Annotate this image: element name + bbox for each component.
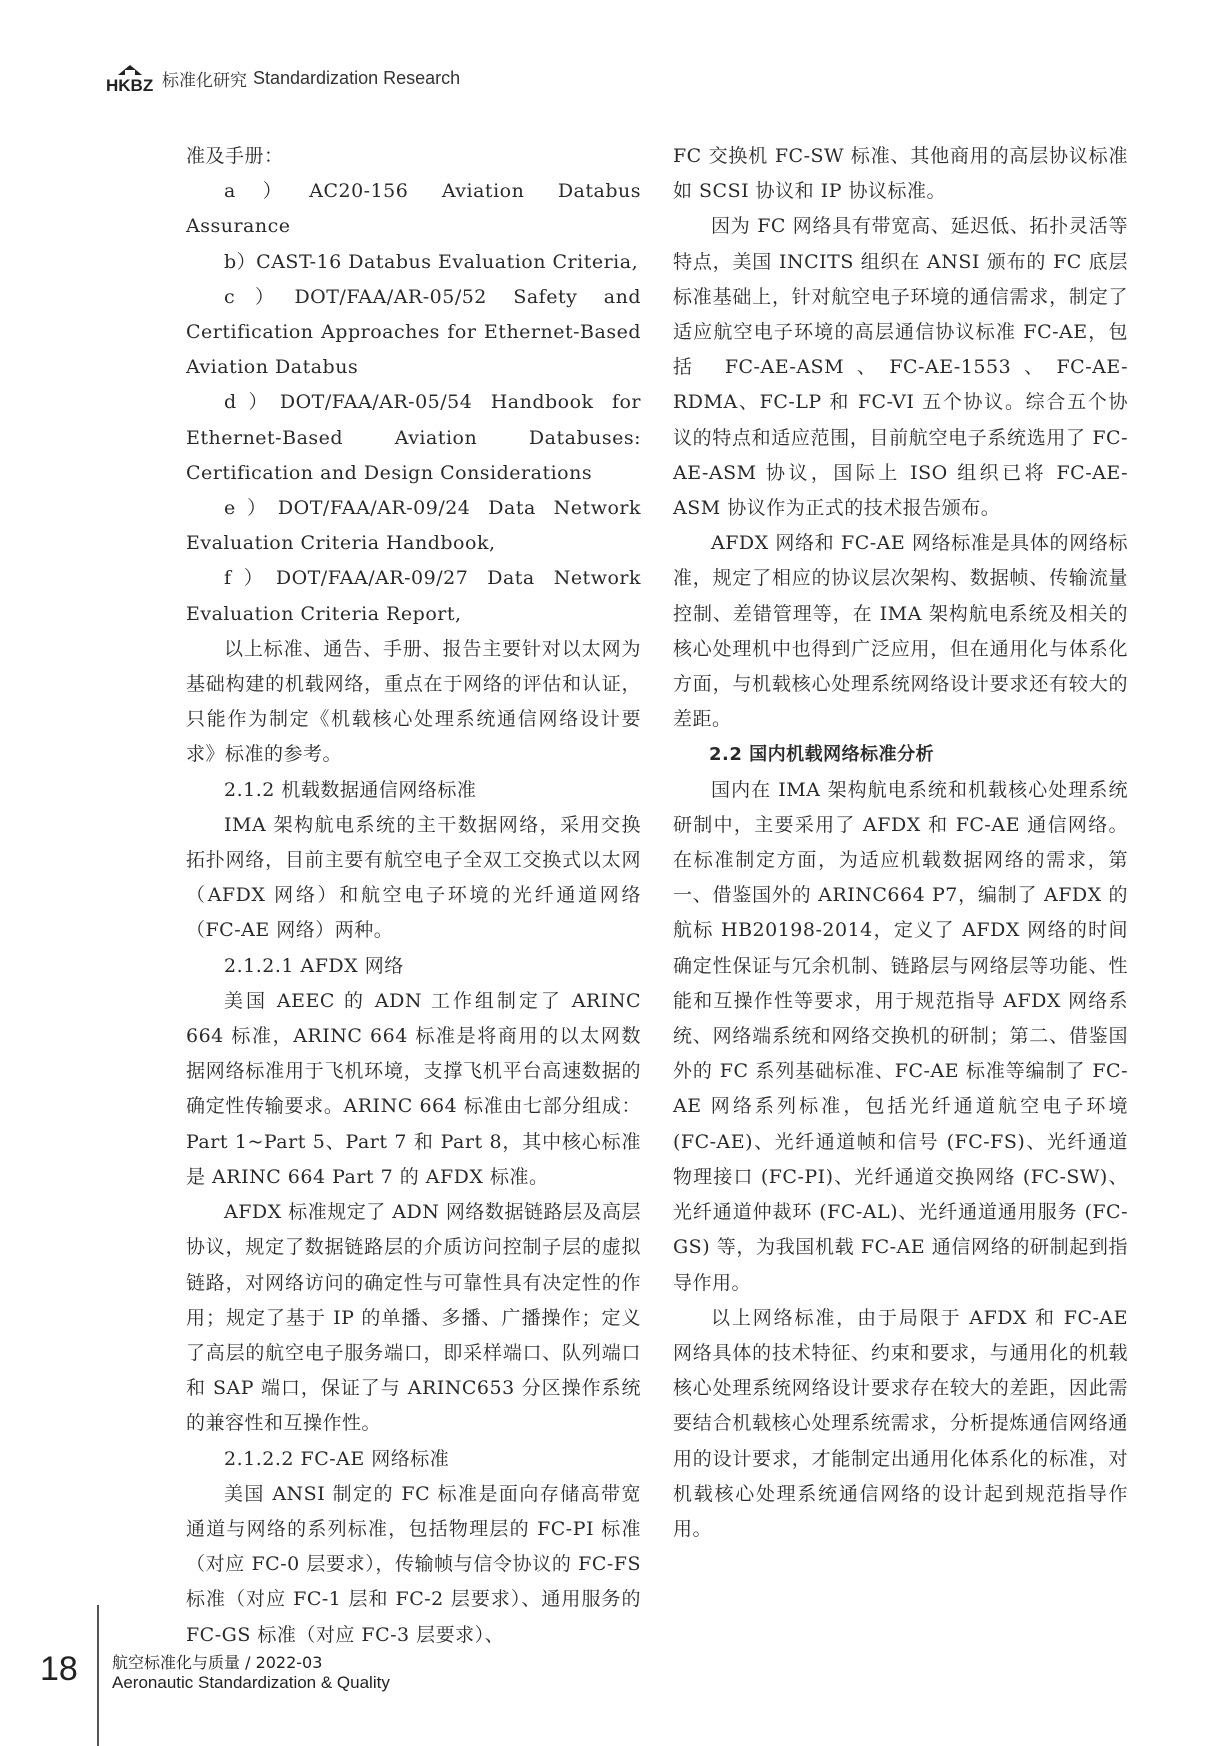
paragraph: b）CAST-16 Databus Evaluation Criteria, [224, 250, 639, 273]
paragraph: f）DOT/FAA/AR-09/27 Data Network Evaluation Criteria Report, [186, 567, 641, 625]
page-header [104, 58, 460, 98]
left-column [186, 139, 641, 1653]
paragraph: 美国 AEEC 的 ADN 工作组制定了 ARINC 664 标准，ARINC 664 标准是将商用的以太网数据网络标准用于飞机环境，支撑飞机平台高速数据的确定性传输要求。ARINC 664 标准由七部分组成：Part 1~Part 5、Part 7 和 Part 8，其中核心标准是 ARINC 664 Part 7 的 AFDX 标准。 [186, 989, 641, 1188]
footer-journal-cn: 航空标准化与质量 / 2022-03 [112, 1653, 323, 1672]
paragraph: a）AC20-156 Aviation Databus Assurance [186, 180, 641, 238]
header-journal-cn: 标准化研究 [162, 70, 247, 91]
footer-divider [97, 1605, 99, 1746]
paragraph: 以上网络标准，由于局限于 AFDX 和 FC-AE 网络具体的技术特征、约束和要求，与通用化的机载核心处理系统网络设计要求存在较大的差距，因此需要结合机载核心处理系统需求，分析提炼通信网络通用的设计要求，才能制定出通用化体系化的标准，对机载核心处理系统通信网络的设计起到规范指导作用。 [673, 1306, 1128, 1540]
paragraph: d）DOT/FAA/AR-05/54 Handbook for Ethernet-Based Aviation Databuses: Certification and Design Considerations [186, 391, 641, 484]
logo-lettering: HKBZ [106, 76, 154, 95]
header-journal-en: Standardization Research [253, 67, 461, 88]
footer-journal-en: Aeronautic Standardization & Quality [112, 1673, 390, 1692]
paragraph: 以上标准、通告、手册、报告主要针对以太网为基础构建的机载网络，重点在于网络的评估和认证，只能作为制定《机载核心处理系统通信网络设计要求》标准的参考。 [186, 637, 641, 766]
paragraph: 准及手册： [186, 145, 284, 167]
paragraph: 2.1.2.1 AFDX 网络 [224, 954, 404, 977]
paragraph: 2.1.2 机载数据通信网络标准 [224, 778, 477, 801]
paragraph: 2.2 国内机载网络标准分析 [709, 744, 935, 766]
paragraph: 因为 FC 网络具有带宽高、延迟低、拓扑灵活等特点，美国 INCITS 组织在 ANSI 颁布的 FC 底层标准基础上，针对航空电子环境的通信需求，制定了适应航空电子环境的高层通信协议标准 FC-AE，包括 FC-AE-ASM、FC-AE-1553、FC-AE-RDMA、FC-LP 和 FC-VI 五个协议。综合五个协议的特点和适应范围，目前航空电子系统选用了 FC-AE-ASM 协议，国际上 ISO 组织已将 FC-AE-ASM 协议作为正式的技术报告颁布。 [673, 215, 1128, 520]
paragraph: IMA 架构航电系统的主干数据网络，采用交换拓扑网络，目前主要有航空电子全双工交换式以太网（AFDX 网络）和航空电子环境的光纤通道网络（FC-AE 网络）两种。 [186, 813, 641, 942]
paragraph: FC 交换机 FC-SW 标准、其他商用的高层协议标准如 SCSI 协议和 IP 协议标准。 [673, 145, 1128, 203]
right-column [673, 139, 1128, 1547]
paragraph: 2.1.2.2 FC-AE 网络标准 [224, 1447, 450, 1470]
paragraph: AFDX 网络和 FC-AE 网络标准是具体的网络标准，规定了相应的协议层次架构、数据帧、传输流量控制、差错管理等，在 IMA 架构航电系统及相关的核心处理机中也得到广泛应用，但在通用化与体系化方面，与机载核心处理系统网络设计要求还有较大的差距。 [673, 532, 1128, 731]
paragraph: AFDX 标准规定了 ADN 网络数据链路层及高层协议，规定了数据链路层的介质访问控制子层的虚拟链路，对网络访问的确定性与可靠性具有决定性的作用；规定了基于 IP 的单播、多播、广播操作；定义了高层的航空电子服务端口，即采样端口、队列端口和 SAP 端口，保证了与 ARINC653 分区操作系统的兼容性和互操作性。 [186, 1201, 641, 1435]
paragraph: 美国 ANSI 制定的 FC 标准是面向存储高带宽通道与网络的系列标准，包括物理层的 FC-PI 标准（对应 FC-0 层要求），传输帧与信令协议的 FC-FS 标准（对应 FC-1 层和 FC-2 层要求）、通用服务的 FC-GS 标准（对应 FC-3 层要求）、 [186, 1482, 641, 1646]
page-number: 18 [40, 1650, 78, 1688]
paragraph: e）DOT/FAA/AR-09/24 Data Network Evaluation Criteria Handbook, [186, 497, 641, 555]
journal-logo [104, 61, 156, 95]
paragraph: c）DOT/FAA/AR-05/52 Safety and Certification Approaches for Ethernet-Based Aviation Databus [186, 285, 641, 379]
paragraph: 国内在 IMA 架构航电系统和机载核心处理系统研制中，主要采用了 AFDX 和 FC-AE 通信网络。在标准制定方面，为适应机载数据网络的需求，第一、借鉴国外的 ARINC664 P7，编制了 AFDX 的航标 HB20198-2014，定义了 AFDX 网络的时间确定性保证与冗余机制、链路层与网络层等功能、性能和互操作性等要求，用于规范指导 AFDX 网络系统、网络端系统和网络交换机的研制；第二、借鉴国外的 FC 系列基础标准、FC-AE 标准等编制了 FC-AE 网络系列标准，包括光纤通道航空电子环境 (FC-AE)、光纤通道帧和信号 (FC-FS)、光纤通道物理接口 (FC-PI)、光纤通道交换网络 (FC-SW)、光纤通道仲裁环 (FC-AL)、光纤通道通用服务 (FC-GS) 等，为我国机载 FC-AE 通信网络的研制起到指导作用。 [673, 778, 1128, 1294]
